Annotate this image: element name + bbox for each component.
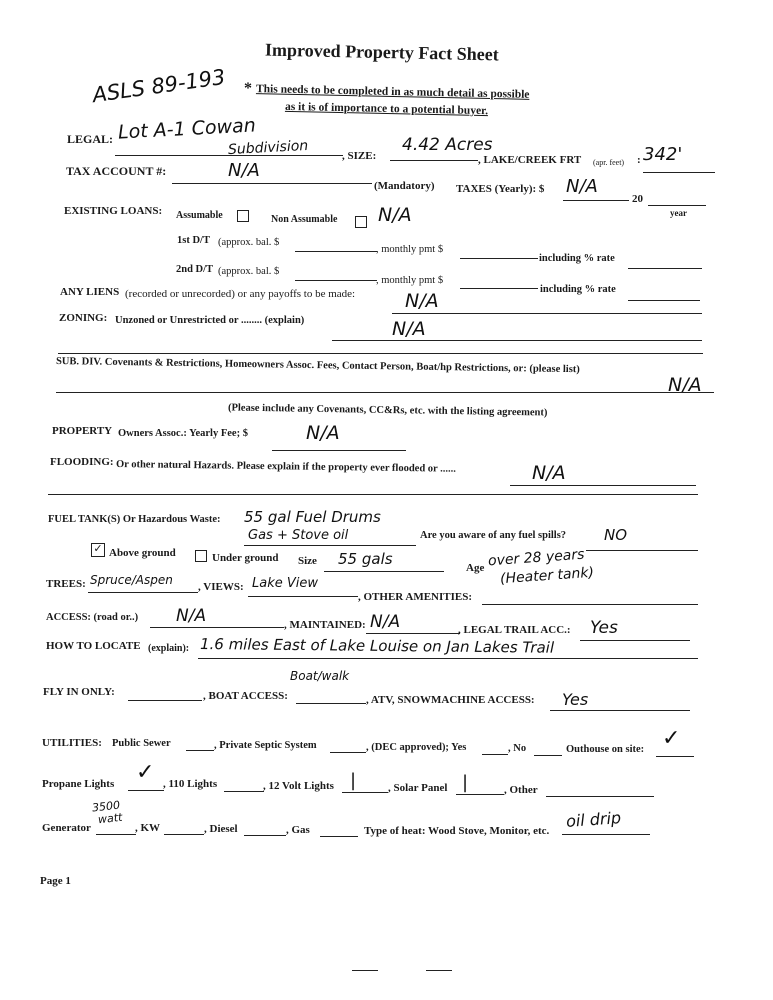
tank-size-value: 55 gals (338, 550, 393, 568)
access-value: N/A (176, 606, 207, 626)
fuel-spills-label: Are you aware of any fuel spills? (420, 530, 567, 541)
tax-year-prefix: 20 (632, 193, 643, 205)
private-septic-label: , Private Septic System (214, 740, 317, 751)
110-lights-label: , 110 Lights (163, 778, 218, 790)
owners-fee-label: Owners Assoc.: Yearly Fee; $ (118, 428, 248, 439)
assumable-checkbox[interactable] (237, 210, 249, 222)
fuel-tank-value-line2: Gas + Stove oil (248, 528, 349, 543)
non-assumable-label: Non Assumable (271, 214, 338, 225)
flooding-value: N/A (532, 462, 566, 484)
taxes-yearly-label: TAXES (Yearly): $ (456, 183, 545, 195)
public-sewer-label: Public Sewer (112, 738, 171, 749)
first-dt-monthly-label: , monthly pmt $ (376, 244, 444, 255)
flooding-label: FLOODING: (50, 456, 114, 468)
frontage-sublabel: (apr. feet) (593, 158, 625, 167)
boat-access-label: , BOAT ACCESS: (203, 690, 288, 702)
liens-value: N/A (405, 290, 439, 312)
legal-trail-label: , LEGAL TRAIL ACC.: (458, 624, 571, 636)
other-lights-label: , Other (504, 784, 538, 796)
tank-size-label: Size (298, 555, 317, 567)
generator-value-line1: 3500 (91, 798, 121, 815)
second-dt-balance-label: (approx. bal. $ (218, 266, 280, 277)
dec-approved-label: , (DEC approved); Yes (366, 742, 467, 753)
fuel-tank-label: FUEL TANK(S) Or Hazardous Waste: (48, 514, 221, 525)
utilities-no-label: , No (508, 743, 527, 754)
above-ground-checkbox[interactable]: ✓ (91, 543, 105, 557)
second-dt-rate-label: including % rate (540, 284, 616, 295)
zoning-label: ZONING: (59, 312, 108, 324)
fly-in-only-label: FLY IN ONLY: (43, 686, 115, 698)
flooding-text: Or other natural Hazards. Please explain if the property ever flooded or ...... (115, 459, 456, 475)
under-ground-label: Under ground (212, 552, 279, 564)
kw-label: , KW (135, 822, 161, 834)
frontage-value: 342' (643, 144, 683, 165)
tax-account-label: TAX ACCOUNT #: (66, 164, 167, 178)
solar-panel-label: , Solar Panel (388, 782, 448, 794)
page-title: Improved Property Fact Sheet (264, 39, 499, 65)
existing-loans-value: N/A (378, 204, 412, 226)
property-label: PROPERTY (52, 425, 113, 437)
legal-value-line2: Subdivision (227, 137, 309, 159)
other-amenities-label: , OTHER AMENITIES: (358, 591, 472, 603)
second-dt-label: 2nd D/T (176, 264, 214, 275)
owners-fee-value: N/A (306, 422, 340, 444)
access-label: ACCESS: (road or..) (46, 612, 139, 623)
handwritten-file-code: ASLS 89-193 (90, 64, 227, 108)
tank-age-label: Age (466, 562, 485, 574)
fuel-tank-value-line1: 55 gal Fuel Drums (244, 508, 381, 526)
trees-value: Spruce/Aspen (90, 573, 173, 587)
subdiv-value: N/A (668, 374, 702, 396)
first-dt-rate-label: including % rate (539, 253, 615, 264)
existing-loans-label: EXISTING LOANS: (64, 205, 163, 217)
type-of-heat-label: Type of heat: Wood Stove, Monitor, etc. (364, 825, 550, 837)
tax-year-label: year (670, 208, 687, 218)
outhouse-value: ✓ (662, 726, 681, 751)
boat-walk-note: Boat/walk (290, 669, 350, 683)
propane-lights-label: Propane Lights (42, 778, 115, 790)
under-ground-checkbox[interactable] (195, 550, 207, 562)
views-label: , VIEWS: (198, 581, 244, 593)
size-value: 4.42 Acres (402, 135, 493, 155)
zoning-text: Unzoned or Unrestricted or ........ (explain) (115, 315, 305, 326)
how-to-locate-explain: (explain): (148, 643, 190, 654)
legal-label: LEGAL: (67, 132, 114, 146)
note-line-1: This needs to be completed in as much detail as possible (255, 83, 530, 101)
how-to-locate-value: 1.6 miles East of Lake Louise on Jan Lakes Trail (199, 635, 555, 657)
gas-label: , Gas (286, 824, 310, 836)
size-label: , SIZE: (342, 150, 377, 162)
trees-label: TREES: (46, 578, 86, 590)
solar-panel-value: | (462, 772, 469, 793)
legal-trail-value: Yes (590, 618, 618, 638)
generator-value-line2: watt (97, 810, 123, 827)
atv-access-label: , ATV, SNOWMACHINE ACCESS: (366, 694, 535, 706)
how-to-locate-label: HOW TO LOCATE (46, 640, 141, 652)
12-volt-lights-value: | (350, 770, 357, 791)
tank-age-value-line1: over 28 years (487, 546, 585, 570)
above-ground-label: Above ground (109, 547, 176, 559)
mandatory-label: (Mandatory) (374, 180, 435, 192)
diesel-label: , Diesel (204, 823, 238, 835)
note-asterisk: * (244, 80, 252, 97)
note-line-2: as it is of importance to a potential buyer. (284, 100, 489, 118)
tank-age-value-line2: (Heater tank) (499, 564, 595, 588)
propane-lights-value: ✓ (136, 760, 155, 785)
fuel-spills-value: NO (604, 526, 628, 544)
views-value: Lake View (252, 576, 319, 591)
utilities-label: UTILITIES: (42, 737, 102, 749)
zoning-value: N/A (392, 318, 426, 340)
first-dt-balance-label: (approx. bal. $ (218, 237, 280, 248)
type-of-heat-value: oil drip (565, 808, 622, 831)
maintained-label: , MAINTAINED: (284, 619, 366, 631)
liens-label: ANY LIENS (60, 286, 120, 298)
non-assumable-checkbox[interactable] (355, 216, 367, 228)
frontage-label: , LAKE/CREEK FRT (478, 154, 582, 166)
12-volt-lights-label: , 12 Volt Lights (263, 780, 334, 792)
page-number: Page 1 (40, 875, 71, 887)
maintained-value: N/A (370, 612, 401, 632)
outhouse-label: Outhouse on site: (566, 744, 645, 755)
liens-text: (recorded or unrecorded) or any payoffs to be made: (125, 288, 356, 300)
frontage-colon: : (637, 154, 641, 166)
subdiv-include-note: (Please include any Covenants, CC&Rs, etc. with the listing agreement) (227, 402, 548, 419)
assumable-label: Assumable (176, 210, 223, 221)
subdiv-text: SUB. DIV. Covenants & Restrictions, Homeowners Assoc. Fees, Contact Person, Boat/hp Restrictions, or: (please list) (55, 356, 580, 376)
legal-value-line1: Lot A-1 Cowan (117, 114, 257, 144)
taxes-yearly-value: N/A (566, 176, 598, 197)
first-dt-label: 1st D/T (177, 235, 210, 246)
tax-account-value: N/A (228, 160, 260, 181)
generator-label: Generator (42, 822, 91, 834)
second-dt-monthly-label: , monthly pmt $ (376, 275, 444, 286)
atv-access-value: Yes (562, 690, 589, 709)
